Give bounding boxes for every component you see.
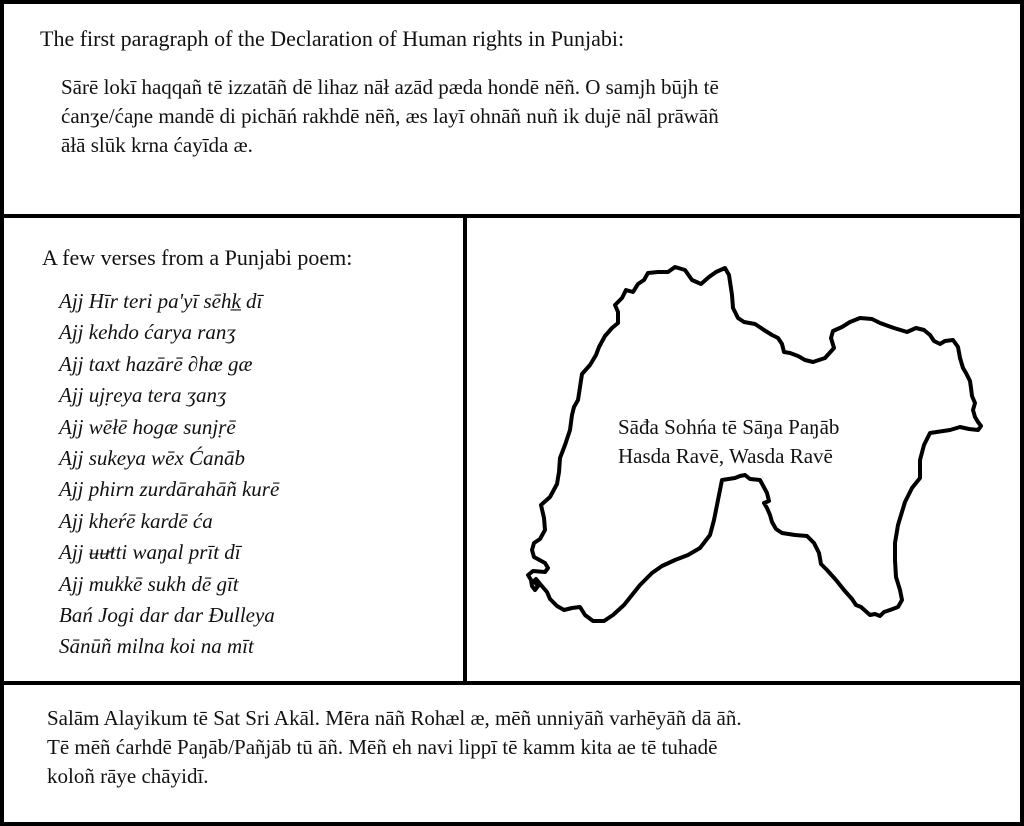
poem-verse: Ajj kehdo ćarya ranʒ [59, 320, 236, 345]
poem-verse: Bań Jogi dar dar Đulleya [59, 603, 275, 628]
divider-bottom [0, 681, 1024, 685]
introduction-line: Tē mēñ ćarhdē Paŋāb/Pañjāb tū āñ. Mēñ eh navi lippī tē kamm kita ae tē tuhadē [47, 735, 718, 759]
poem-heading: A few verses from a Punjabi poem: [42, 245, 353, 270]
poem-verse: Ajj wēłē hogæ sunjṛē [59, 414, 236, 439]
poem-verses [59, 286, 279, 663]
introduction-line: Salām Alayikum tē Sat Sri Akāl. Mēra nāñ Rohæl æ, mēñ unniyāñ varhēyāñ dā āñ. [47, 706, 742, 730]
declaration-heading: The first paragraph of the Declaration of Human rights in Punjabi: [40, 26, 625, 51]
poem-verse: Ajj mukkē sukh dē gīt [59, 571, 239, 596]
introduction-line: koloñ rāye chāyidī. [47, 764, 209, 788]
poem-verse: Ajj ʉʉ̵tti waŋal prīt dī [59, 540, 241, 565]
divider-top [0, 214, 1024, 218]
declaration-paragraph [61, 73, 719, 160]
poem-verse: Ajj ujṛeya tera ʒanʒ [59, 383, 227, 408]
map-caption-line: Hasda Ravē, Wasda Ravē [618, 444, 833, 468]
poem-verse: Ajj kheŕē kardē ća [59, 508, 213, 533]
poem-verse: Ajj phirn zurdārahāñ kurē [59, 477, 280, 502]
poem-verse: Sānūñ milna koi na mīt [59, 634, 254, 659]
divider-vertical [463, 214, 467, 685]
declaration-line: ćanʒe/ćaɲe mandē di pichāń rakhdē nēñ, æs layī ohnāñ nuñ ik dujē nāl prāwāñ [61, 104, 719, 128]
map-caption [618, 413, 839, 471]
poem-verse: Ajj sukeya wēx Ćanāb [59, 446, 246, 471]
introduction-paragraph [47, 704, 742, 791]
poem-verse: Ajj Hīr teri pa'yī sēhk̲ dī [59, 289, 263, 313]
declaration-line: āłā slūk krna ćayīda æ. [61, 133, 253, 157]
poem-verse: Ajj taxt hazārē ∂hæ gæ [59, 351, 253, 376]
declaration-line: Sārē lokī haqqañ tē izzatāñ dē lihaz nāł azād pæda hondē nēñ. O samjh būjh tē [61, 75, 719, 99]
map-caption-line: Sāđa Sohńa tē Sāŋa Paŋāb [618, 415, 840, 439]
